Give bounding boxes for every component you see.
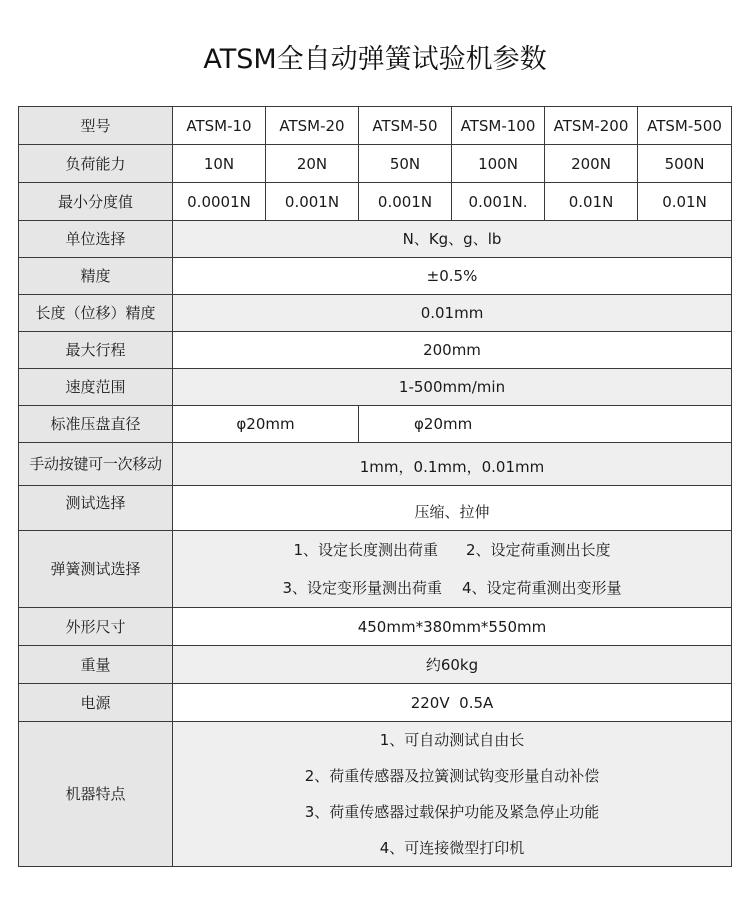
load-cell: 20N bbox=[266, 145, 359, 183]
load-cell: 100N bbox=[452, 145, 545, 183]
model-cell: ATSM-20 bbox=[266, 107, 359, 145]
spring-test-item: 3、设定变形量测出荷重 bbox=[282, 579, 442, 597]
feature-item: 3、荷重传感器过载保护功能及紧急停止功能 bbox=[304, 803, 600, 821]
row-test-mode bbox=[19, 486, 732, 531]
platen-value: φ20mm bbox=[359, 406, 732, 443]
row-speed bbox=[19, 369, 732, 406]
spring-test-item: 4、设定荷重测出变形量 bbox=[462, 579, 622, 597]
feature-item: 2、荷重传感器及拉簧测试钩变形量自动补偿 bbox=[304, 767, 600, 785]
label-spring-test: 弹簧测试选择 bbox=[19, 531, 173, 608]
label-max-stroke: 最大行程 bbox=[19, 332, 173, 369]
resolution-cell: 0.001N bbox=[359, 183, 452, 221]
model-cell: ATSM-200 bbox=[545, 107, 638, 145]
length-accuracy-value: 0.01mm bbox=[173, 295, 732, 332]
row-power bbox=[19, 684, 732, 722]
spring-test-value bbox=[173, 531, 732, 608]
manual-step-value: 1mm，0.1mm，0.01mm bbox=[173, 443, 732, 486]
spec-table bbox=[18, 106, 732, 867]
model-cell: ATSM-500 bbox=[638, 107, 732, 145]
max-stroke-value: 200mm bbox=[173, 332, 732, 369]
power-value: 220V 0.5A bbox=[173, 684, 732, 722]
load-cell: 50N bbox=[359, 145, 452, 183]
load-cell: 10N bbox=[173, 145, 266, 183]
row-dimensions bbox=[19, 608, 732, 646]
spring-test-item: 2、设定荷重测出长度 bbox=[466, 541, 611, 559]
row-platen bbox=[19, 406, 732, 443]
load-cell: 500N bbox=[638, 145, 732, 183]
model-cell: ATSM-100 bbox=[452, 107, 545, 145]
weight-value: 约60kg bbox=[173, 646, 732, 684]
row-model bbox=[19, 107, 732, 145]
row-max-stroke bbox=[19, 332, 732, 369]
page-title: ATSM全自动弹簧试验机参数 bbox=[203, 44, 547, 75]
label-length-accuracy: 长度（位移）精度 bbox=[19, 295, 173, 332]
row-resolution bbox=[19, 183, 732, 221]
spring-test-line bbox=[173, 569, 731, 607]
label-weight: 重量 bbox=[19, 646, 173, 684]
label-load: 负荷能力 bbox=[19, 145, 173, 183]
dimensions-value: 450mm*380mm*550mm bbox=[173, 608, 732, 646]
resolution-cell: 0.001N bbox=[266, 183, 359, 221]
label-accuracy: 精度 bbox=[19, 258, 173, 295]
load-cell: 200N bbox=[545, 145, 638, 183]
accuracy-value: ±0.5% bbox=[173, 258, 732, 295]
feature-item: 4、可连接微型打印机 bbox=[379, 839, 525, 857]
label-resolution: 最小分度值 bbox=[19, 183, 173, 221]
spring-test-line bbox=[173, 531, 731, 569]
feature-item: 1、可自动测试自由长 bbox=[379, 731, 525, 749]
label-dimensions: 外形尺寸 bbox=[19, 608, 173, 646]
row-length-accuracy bbox=[19, 295, 732, 332]
speed-value: 1-500mm/min bbox=[173, 369, 732, 406]
row-load bbox=[19, 145, 732, 183]
resolution-cell: 0.01N bbox=[638, 183, 732, 221]
model-cell: ATSM-10 bbox=[173, 107, 266, 145]
label-power: 电源 bbox=[19, 684, 173, 722]
label-speed: 速度范围 bbox=[19, 369, 173, 406]
label-model: 型号 bbox=[19, 107, 173, 145]
row-manual-step bbox=[19, 443, 732, 486]
spring-test-item: 1、设定长度测出荷重 bbox=[293, 541, 438, 559]
features-value bbox=[173, 722, 732, 867]
resolution-cell: 0.0001N bbox=[173, 183, 266, 221]
units-value: N、Kg、g、lb bbox=[173, 221, 732, 258]
model-cell: ATSM-50 bbox=[359, 107, 452, 145]
test-mode-value: 压缩、拉伸 bbox=[173, 486, 732, 531]
row-units bbox=[19, 221, 732, 258]
resolution-cell: 0.001N. bbox=[452, 183, 545, 221]
platen-value: φ20mm bbox=[173, 406, 359, 443]
resolution-cell: 0.01N bbox=[545, 183, 638, 221]
row-spring-test bbox=[19, 531, 732, 608]
label-test-mode: 测试选择 bbox=[19, 486, 173, 531]
label-units: 单位选择 bbox=[19, 221, 173, 258]
row-weight bbox=[19, 646, 732, 684]
row-features bbox=[19, 722, 732, 867]
label-manual-step: 手动按键可一次移动 bbox=[19, 443, 173, 486]
label-platen: 标准压盘直径 bbox=[19, 406, 173, 443]
label-features: 机器特点 bbox=[19, 722, 173, 867]
row-accuracy bbox=[19, 258, 732, 295]
